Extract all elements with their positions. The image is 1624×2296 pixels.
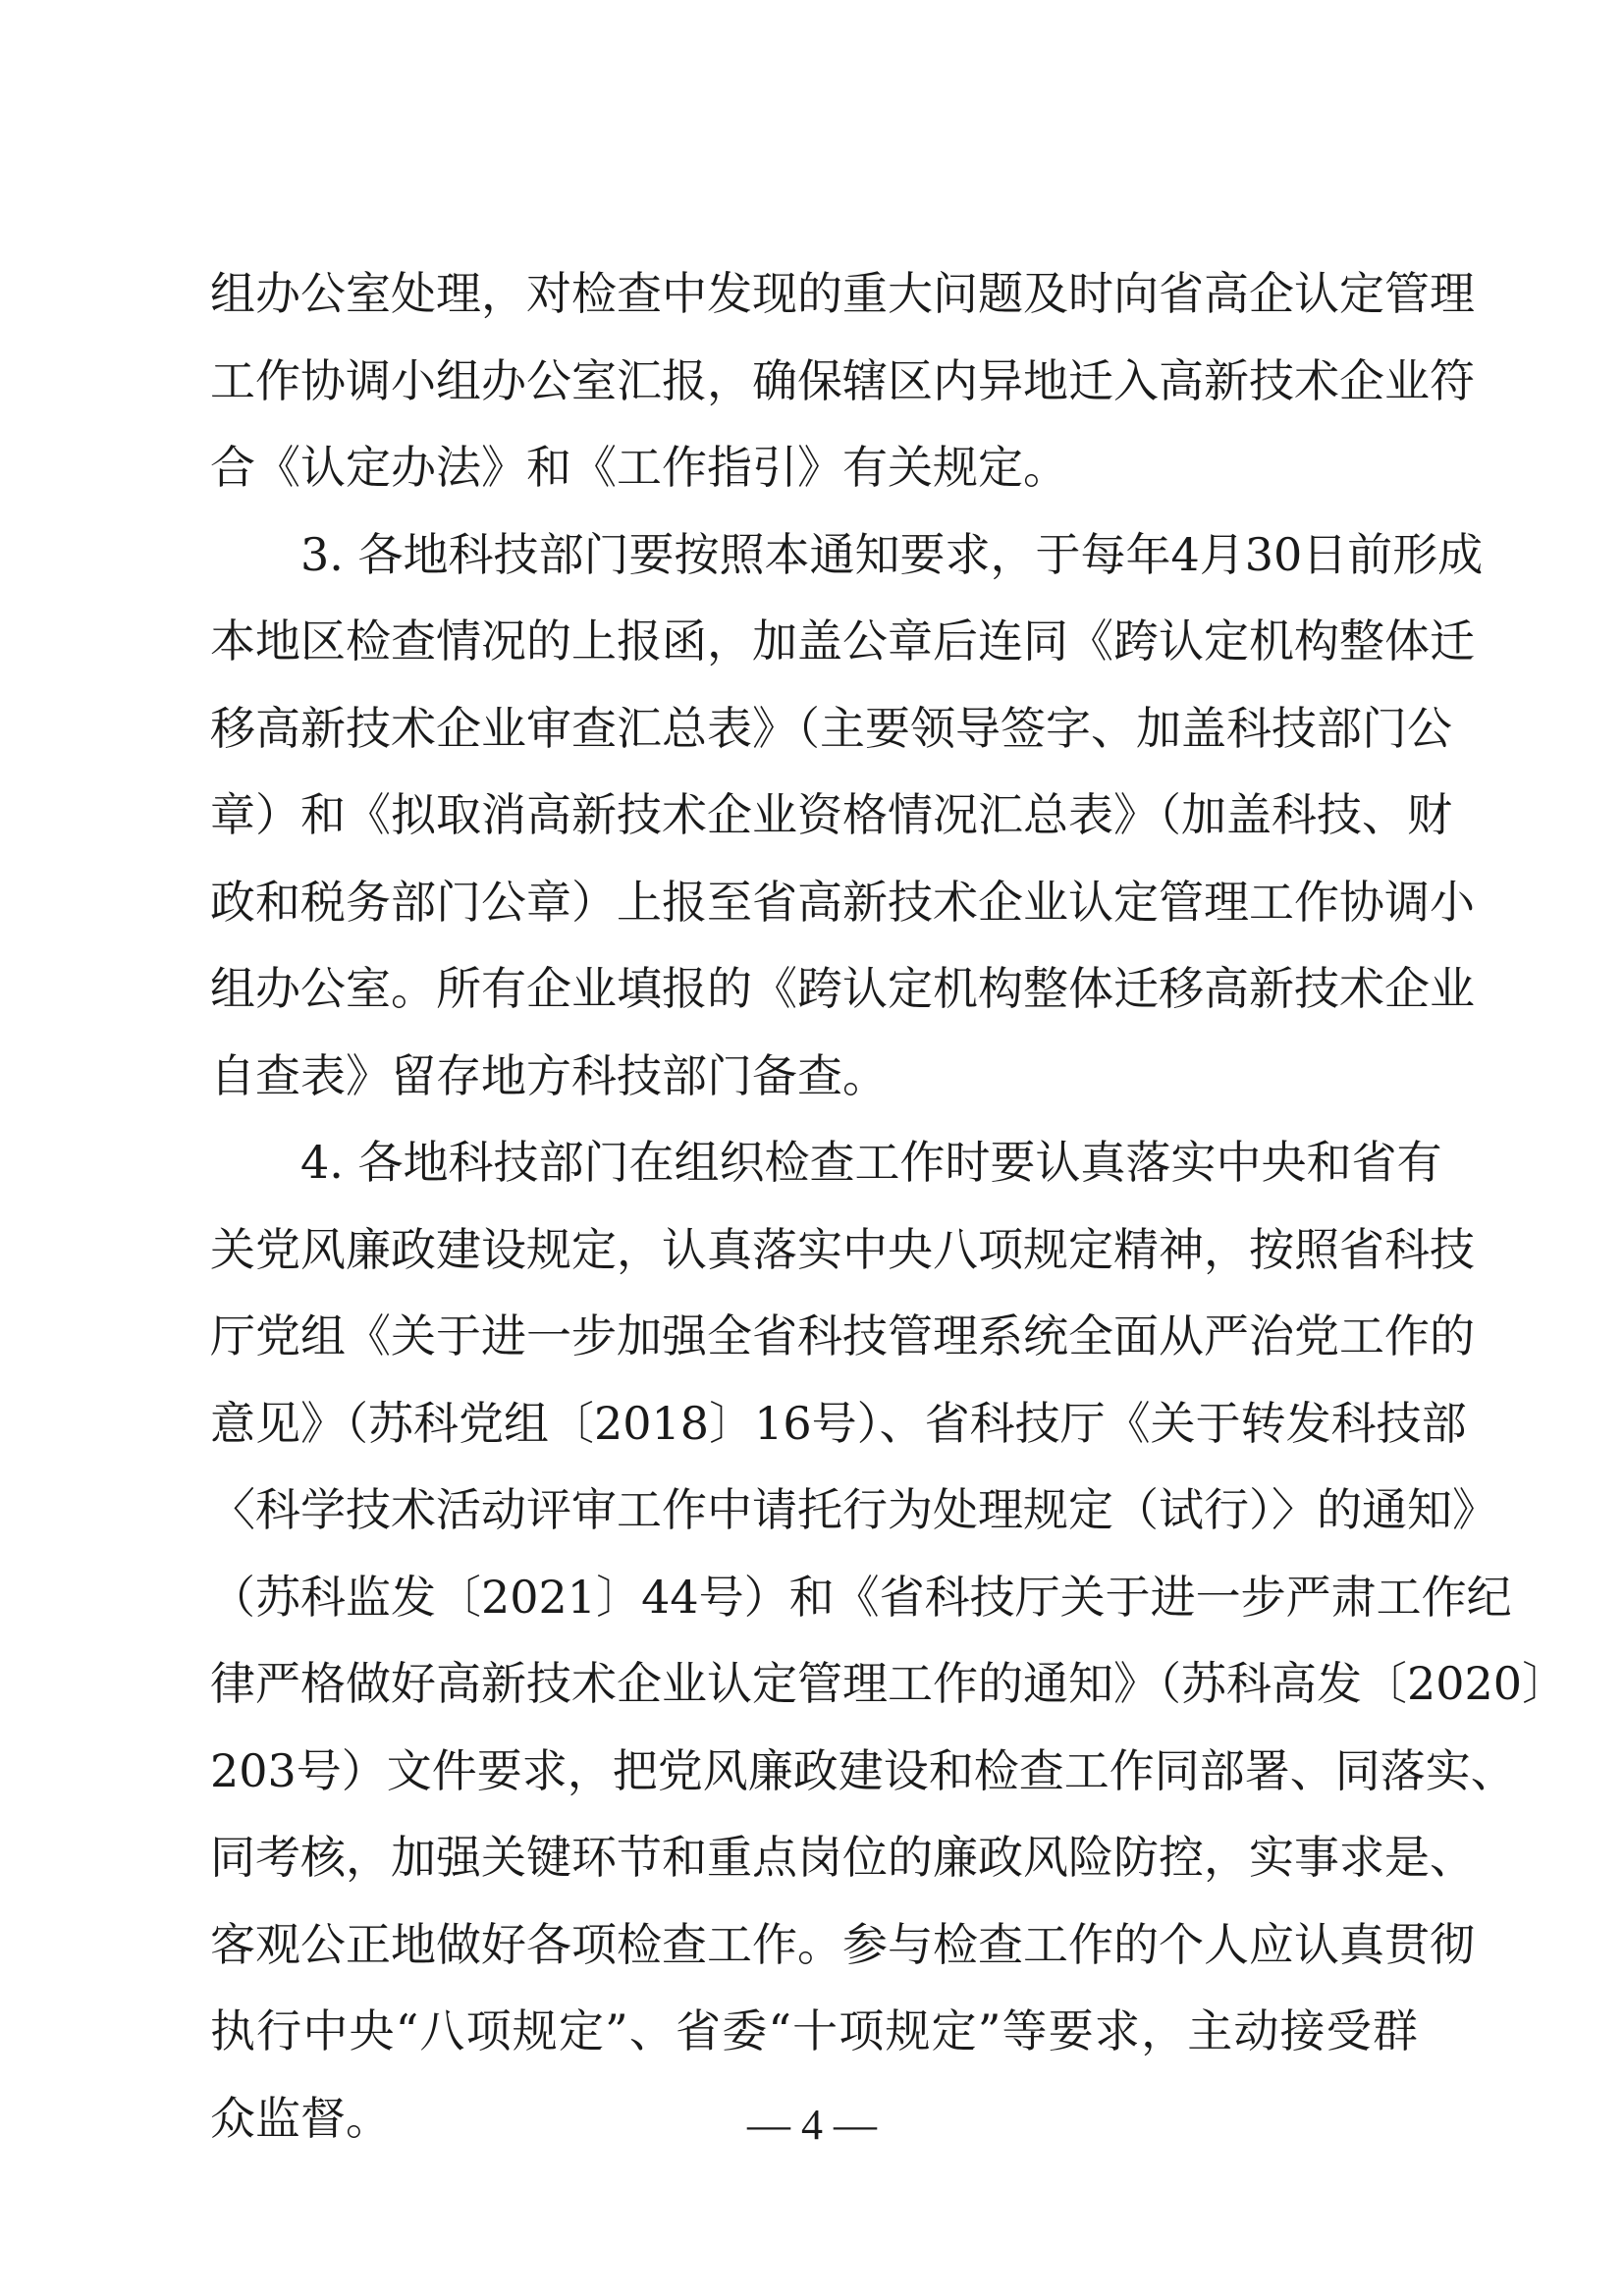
paragraph-4-first-line: 4. 各地科技部门在组织检查工作时要认真落实中央和省有 — [300, 1136, 1442, 1189]
text-line: 章）和《拟取消高新技术企业资格情况汇总表》（加盖科技、财 — [210, 788, 1452, 841]
text-line: 组办公室处理，对检查中发现的重大问题及时向省高企认定管理 — [210, 267, 1475, 320]
text-line: 合《认定办法》和《工作指引》有关规定。 — [210, 441, 1068, 494]
text-line: 组办公室。所有企业填报的《跨认定机构整体迁移高新技术企业 — [210, 962, 1475, 1015]
text-line: 关党风廉政建设规定，认真落实中央八项规定精神，按照省科技 — [210, 1222, 1475, 1276]
text-line: 律严格做好高新技术企业认定管理工作的通知》（苏科高发〔2020〕 — [210, 1657, 1568, 1710]
body-text — [210, 250, 1568, 2162]
page-number: — 4 — — [747, 2101, 877, 2149]
text-line: （苏科监发〔2021〕44号）和《省科技厅关于进一步严肃工作纪 — [210, 1570, 1512, 1624]
text-line: 厅党组《关于进一步加强全省科技管理系统全面从严治党工作的 — [210, 1309, 1475, 1362]
text-line: 〈科学技术活动评审工作中请托行为处理规定（试行）〉的通知》 — [210, 1483, 1497, 1536]
text-line: 客观公正地做好各项检查工作。参与检查工作的个人应认真贯彻 — [210, 1917, 1475, 1971]
text-line: 本地区检查情况的上报函，加盖公章后连同《跨认定机构整体迁 — [210, 614, 1475, 667]
text-line: 工作协调小组办公室汇报，确保辖区内异地迁入高新技术企业符 — [210, 353, 1475, 407]
text-line: 同考核，加强关键环节和重点岗位的廉政风险防控，实事求是、 — [210, 1831, 1475, 1884]
text-line: 203号）文件要求，把党风廉政建设和检查工作同部署、同落实、 — [210, 1743, 1516, 1797]
text-line: 意见》（苏科党组〔2018〕16号）、省科技厅《关于转发科技部 — [210, 1396, 1467, 1450]
text-line: 自查表》留存地方科技部门备查。 — [210, 1048, 888, 1102]
text-line: 政和税务部门公章）上报至省高新技术企业认定管理工作协调小 — [210, 875, 1475, 929]
text-line: 移高新技术企业审查汇总表》（主要领导签字、加盖科技部门公 — [210, 701, 1452, 755]
text-line: 执行中央“八项规定”、省委“十项规定”等要求，主动接受群 — [210, 2004, 1418, 2057]
text-line: 众监督。 — [210, 2091, 391, 2145]
paragraph-3-first-line: 3. 各地科技部门要按照本通知要求，于每年4月30日前形成 — [300, 527, 1484, 581]
